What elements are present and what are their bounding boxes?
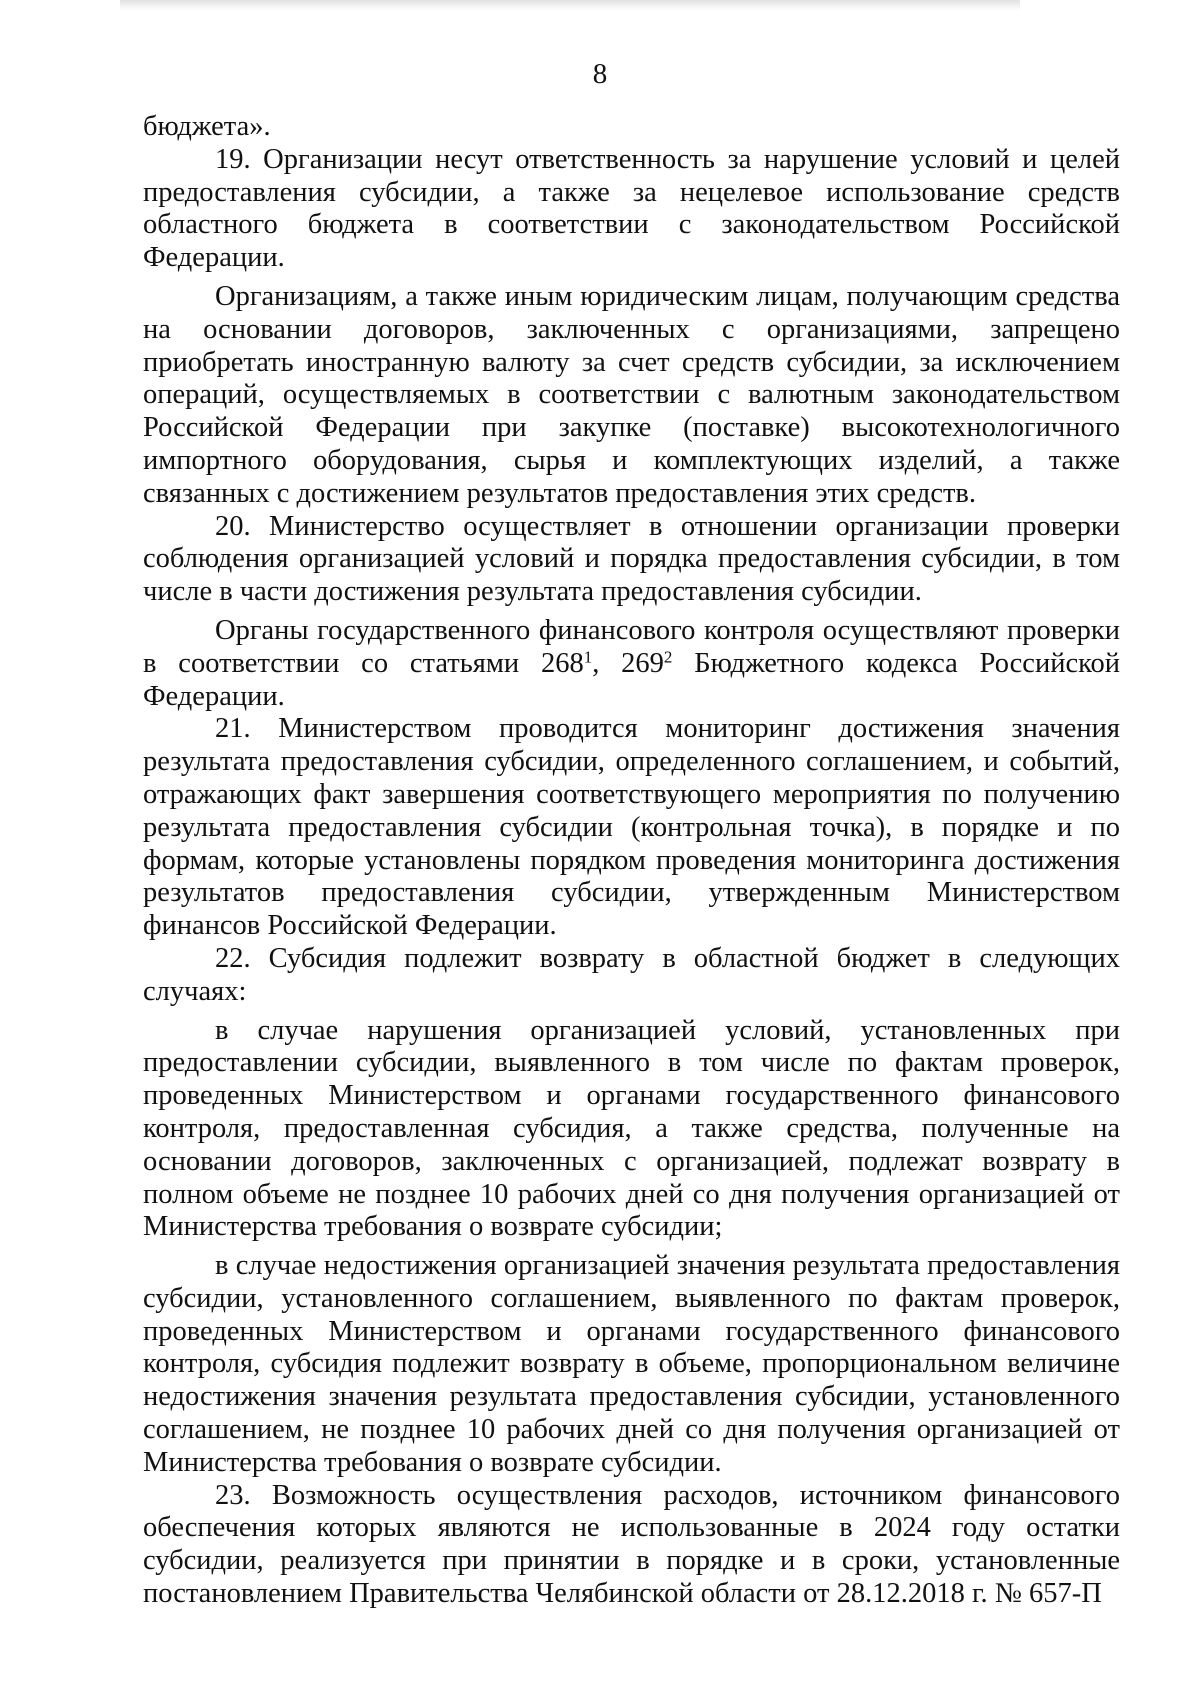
paragraph-return-violation: в случае нарушения организацией условий, установленных при предоставлении субсидии, выявленного в том числе по фактам проверок, проведенных Министерством и органами государственного финансового контроля, предоставленная субсидия, а также средства, полученные на основании договоров, заключенных с организацией, подлежат возврату в полном объеме не позднее 10 рабочих дней со дня получения организацией от Министерства требования о возврате субсидии;: [143, 1014, 1120, 1243]
paragraph-currency-prohibition: Организациям, а также иным юридическим лицам, получающим средства на основании договоров, заключенных с организациями, запрещено приобретать иностранную валюту за счет средств субсидии, за исключением операций, осуществляемых в соответствии с валютным законодательством Российской Федерации при закупке (поставке) высокотехнологичного импортного оборудования, сырья и комплектующих изделий, а также связанных с достижением результатов предоставления этих средств.: [143, 280, 1120, 509]
superscript-2: 2: [663, 647, 673, 667]
superscript-1: 1: [583, 647, 593, 667]
page-number: 8: [592, 58, 608, 90]
paragraph-21: 21. Министерством проводится мониторинг достижения значения результата предоставления субсидии, определенного соглашением, и событий, отражающих факт завершения соответствующего мероприятия по получению результата предоставления субсидии (контрольная точка), в порядке и по формам, которые установлены порядком проведения мониторинга достижения результатов предоставления субсидии, утвержденным Министерством финансов Российской Федерации.: [143, 713, 1120, 942]
paragraph-22: 22. Субсидия подлежит возврату в областной бюджет в следующих случаях:: [143, 942, 1120, 1007]
paragraph-budget-end: бюджета».: [143, 111, 271, 142]
paragraph-20: 20. Министерство осуществляет в отношении организации проверки соблюдения организацией условий и порядка предоставления субсидии, в том числе в части достижения результата предоставления субсидии.: [143, 510, 1120, 608]
financial-control-text-end: Бюджетного кодекса Российской Федерации.: [143, 647, 1121, 712]
paragraph-return-not-achieved: в случае недостижения организацией значения результата предоставления субсидии, установленного соглашением, выявленного по фактам проверок, проведенных Министерством и органами государственного финансового контроля, субсидия подлежит возврату в объеме, пропорциональном величине недостижения значения результата предоставления субсидии, установленного соглашением, не позднее 10 рабочих дней со дня получения организацией от Министерства требования о возврате субсидии.: [143, 1250, 1120, 1478]
paragraph-23: 23. Возможность осуществления расходов, источником финансового обеспечения которых являются не использованные в 2024 году остатки субсидии, реализуется при принятии в порядке и в сроки, установленные постановлением Правительства Челябинской области от 28.12.2018 г. № 657-П: [143, 1479, 1120, 1610]
paragraph-financial-control: [143, 615, 1120, 713]
paragraph-19: 19. Организации несут ответственность за нарушение условий и целей предоставления субсидии, а также за нецелевое использование средств областного бюджета в соответствии с законодательством Российской Федерации.: [143, 143, 1120, 274]
scan-edge-shadow: [120, 0, 1020, 10]
document-body: [143, 111, 1120, 1611]
financial-control-text-start: Органы государственного финансового контроля осуществляют проверки в соответствии со статьями 268: [143, 614, 1120, 679]
financial-control-text-middle: , 269: [592, 647, 664, 679]
